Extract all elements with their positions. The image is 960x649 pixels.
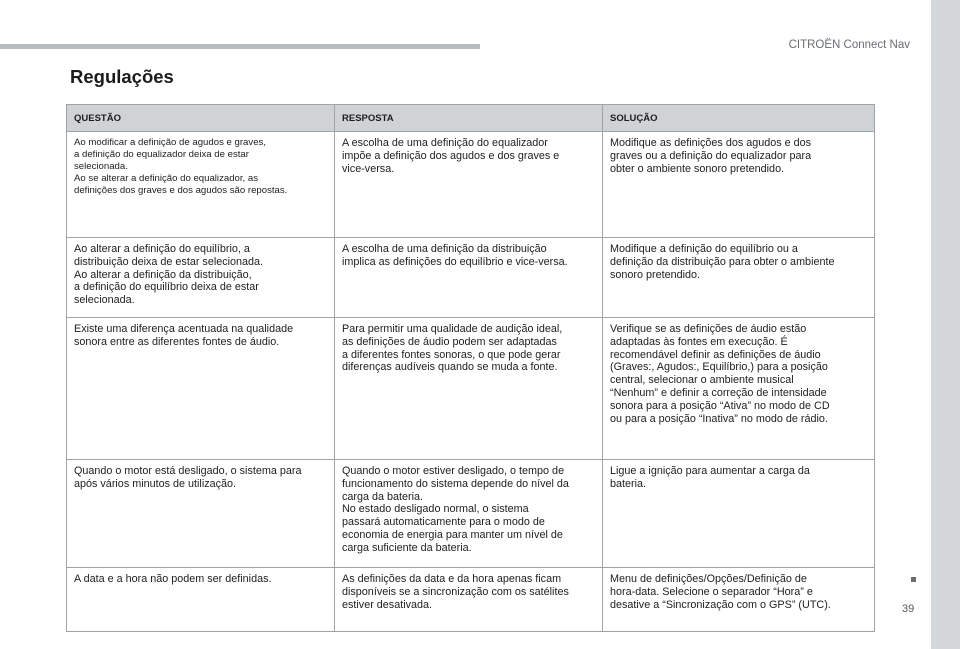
header-rule [0, 44, 480, 49]
answer-cell: A escolha de uma definição do equalizador impõe a definição dos agudos e dos graves e vice-versa. [335, 132, 603, 238]
header-question: QUESTÃO [67, 105, 335, 132]
solution-cell: Modifique a definição do equilíbrio ou a definição da distribuição para obter o ambiente sonoro pretendido. [603, 238, 875, 318]
table-row [67, 568, 875, 632]
table-row [67, 318, 875, 460]
table-row [67, 132, 875, 238]
solution-cell: Ligue a ignição para aumentar a carga da bateria. [603, 460, 875, 568]
table-header-row [67, 105, 875, 132]
table-row [67, 460, 875, 568]
page-side-strip [931, 0, 960, 649]
question-cell: Ao alterar a definição do equilíbrio, a distribuição deixa de estar selecionada. Ao alterar a definição da distribuição, a definição do equilíbrio deixa de estar selecionada. [67, 238, 335, 318]
header-answer: RESPOSTA [335, 105, 603, 132]
brand-label: CITROËN Connect Nav [788, 39, 910, 51]
page-title: Regulações [70, 66, 174, 87]
question-cell: A data e a hora não podem ser definidas. [67, 568, 335, 632]
table-row [67, 238, 875, 318]
page-number: 39 [902, 603, 915, 615]
solution-cell: Verifique se as definições de áudio estão adaptadas às fontes em execução. É recomendável definir as definições de áudio (Graves:, Agudos:, Equilíbrio,) para a posição central, selecionar o ambiente musical “Nenhum” e definir a correção de intensidade sonora para a posição “Ativa” no modo de CD ou para a posição “Inativa” no modo de rádio. [603, 318, 875, 460]
header-solution: SOLUÇÃO [603, 105, 875, 132]
answer-cell: Quando o motor estiver desligado, o tempo de funcionamento do sistema depende do nível da carga da bateria. No estado desligado normal, o sistema passará automaticamente para o modo de economia de energia para manter um nível de carga suficiente da bateria. [335, 460, 603, 568]
continuation-marker [911, 577, 916, 582]
question-cell: Quando o motor está desligado, o sistema para após vários minutos de utilização. [67, 460, 335, 568]
answer-cell: A escolha de uma definição da distribuição implica as definições do equilíbrio e vice-versa. [335, 238, 603, 318]
solution-cell: Modifique as definições dos agudos e dos graves ou a definição do equalizador para obter o ambiente sonoro pretendido. [603, 132, 875, 238]
question-cell: Existe uma diferença acentuada na qualidade sonora entre as diferentes fontes de áudio. [67, 318, 335, 460]
solution-cell: Menu de definições/Opções/Definição de hora-data. Selecione o separador “Hora” e desative a “Sincronização com o GPS” (UTC). [603, 568, 875, 632]
troubleshooting-table [66, 104, 875, 632]
answer-cell: Para permitir uma qualidade de audição ideal, as definições de áudio podem ser adaptadas a diferentes fontes sonoras, o que pode gerar diferenças audíveis quando se muda a fonte. [335, 318, 603, 460]
answer-cell: As definições da data e da hora apenas ficam disponíveis se a sincronização com os satélites estiver desativada. [335, 568, 603, 632]
question-cell: Ao modificar a definição de agudos e graves, a definição do equalizador deixa de estar selecionada. Ao se alterar a definição do equalizador, as definições dos graves e dos agudos são repostas. [67, 132, 335, 238]
